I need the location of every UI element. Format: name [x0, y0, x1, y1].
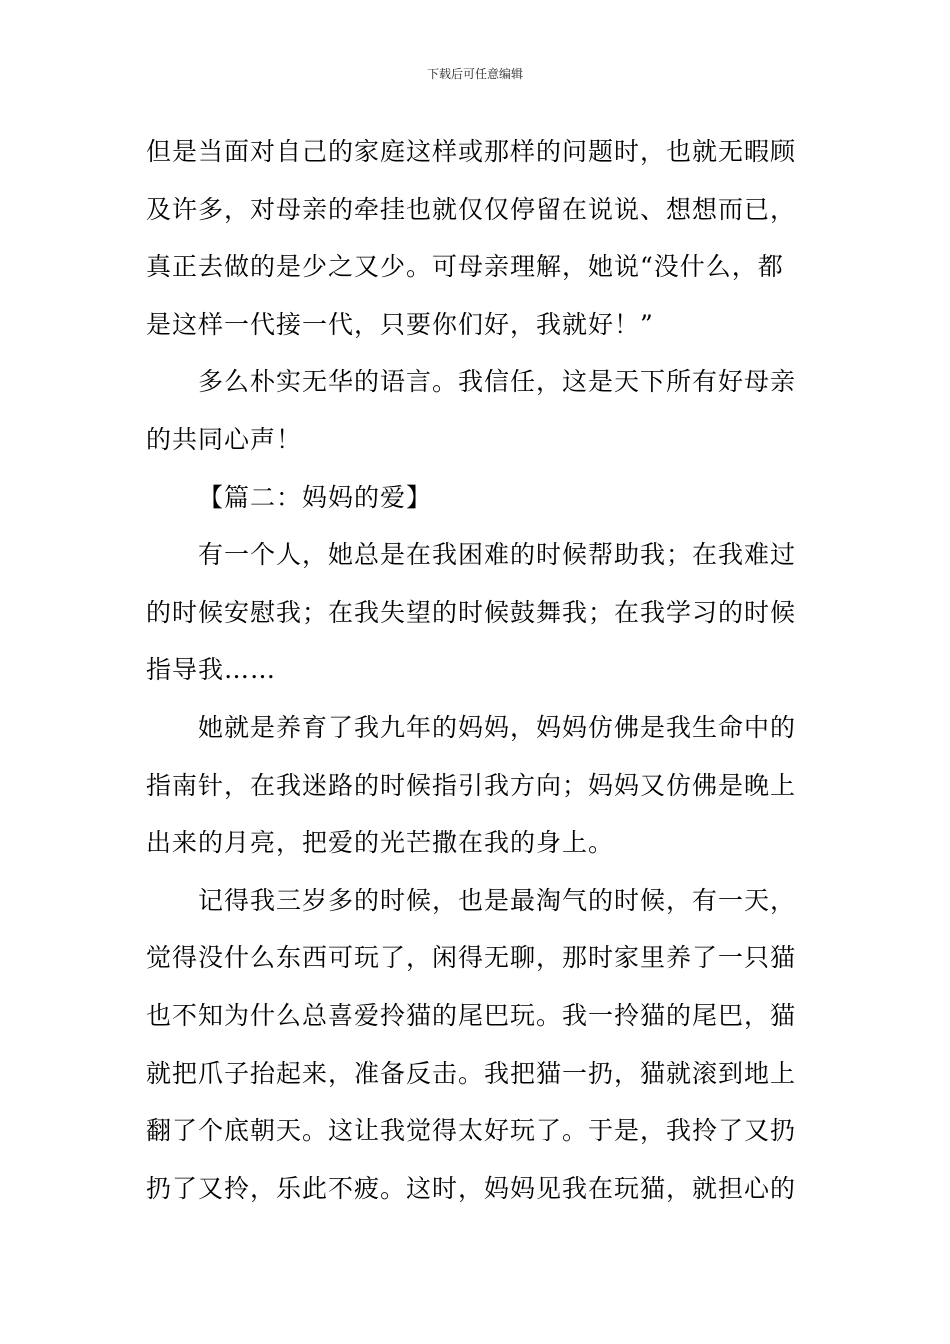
section-heading: 【篇二：妈妈的爱】: [198, 482, 433, 512]
text-line: 的共同心声！: [146, 424, 303, 454]
text-line: 她就是养育了我九年的妈妈，妈妈仿佛是我生命中的: [198, 712, 797, 742]
text-line: 指南针，在我迷路的时候指引我方向；妈妈又仿佛是晚上: [146, 770, 797, 800]
text-line: 觉得没什么东西可玩了，闲得无聊，那时家里养了一只猫: [146, 943, 797, 973]
text-line: 也不知为什么总喜爱拎猫的尾巴玩。我一拎猫的尾巴，猫: [146, 1000, 797, 1030]
text-line: 记得我三岁多的时候，也是最淘气的时候，有一天，: [198, 885, 797, 915]
text-line: 出来的月亮，把爱的光芒撒在我的身上。: [146, 828, 615, 858]
text-line: 及许多，对母亲的牵挂也就仅仅停留在说说、想想而已，: [146, 194, 797, 224]
text-line: 扔了又拎，乐此不疲。这时，妈妈见我在玩猫，就担心的: [146, 1173, 797, 1203]
text-line: 指导我……: [146, 655, 277, 685]
text-line: 但是当面对自己的家庭这样或那样的问题时，也就无暇顾: [146, 137, 797, 166]
text-line: 真正去做的是少之又少。可母亲理解，她说“没什么，都: [146, 252, 784, 282]
text-line: 多么朴实无华的语言。我信任，这是天下所有好母亲: [198, 367, 797, 397]
text-line: 的时候安慰我；在我失望的时候鼓舞我；在我学习的时候: [146, 597, 797, 627]
text-line: 就把爪子抬起来，准备反击。我把猫一扔，猫就滚到地上: [146, 1058, 797, 1088]
page-header: 下载后可任意编辑: [426, 67, 523, 81]
text-line: 有一个人，她总是在我困难的时候帮助我；在我难过: [198, 540, 797, 570]
text-line: 是这样一代接一代，只要你们好，我就好！”: [146, 309, 654, 339]
text-line: 翻了个底朝天。这让我觉得太好玩了。于是，我拎了又扔: [146, 1116, 797, 1146]
document-body: [146, 123, 816, 1217]
